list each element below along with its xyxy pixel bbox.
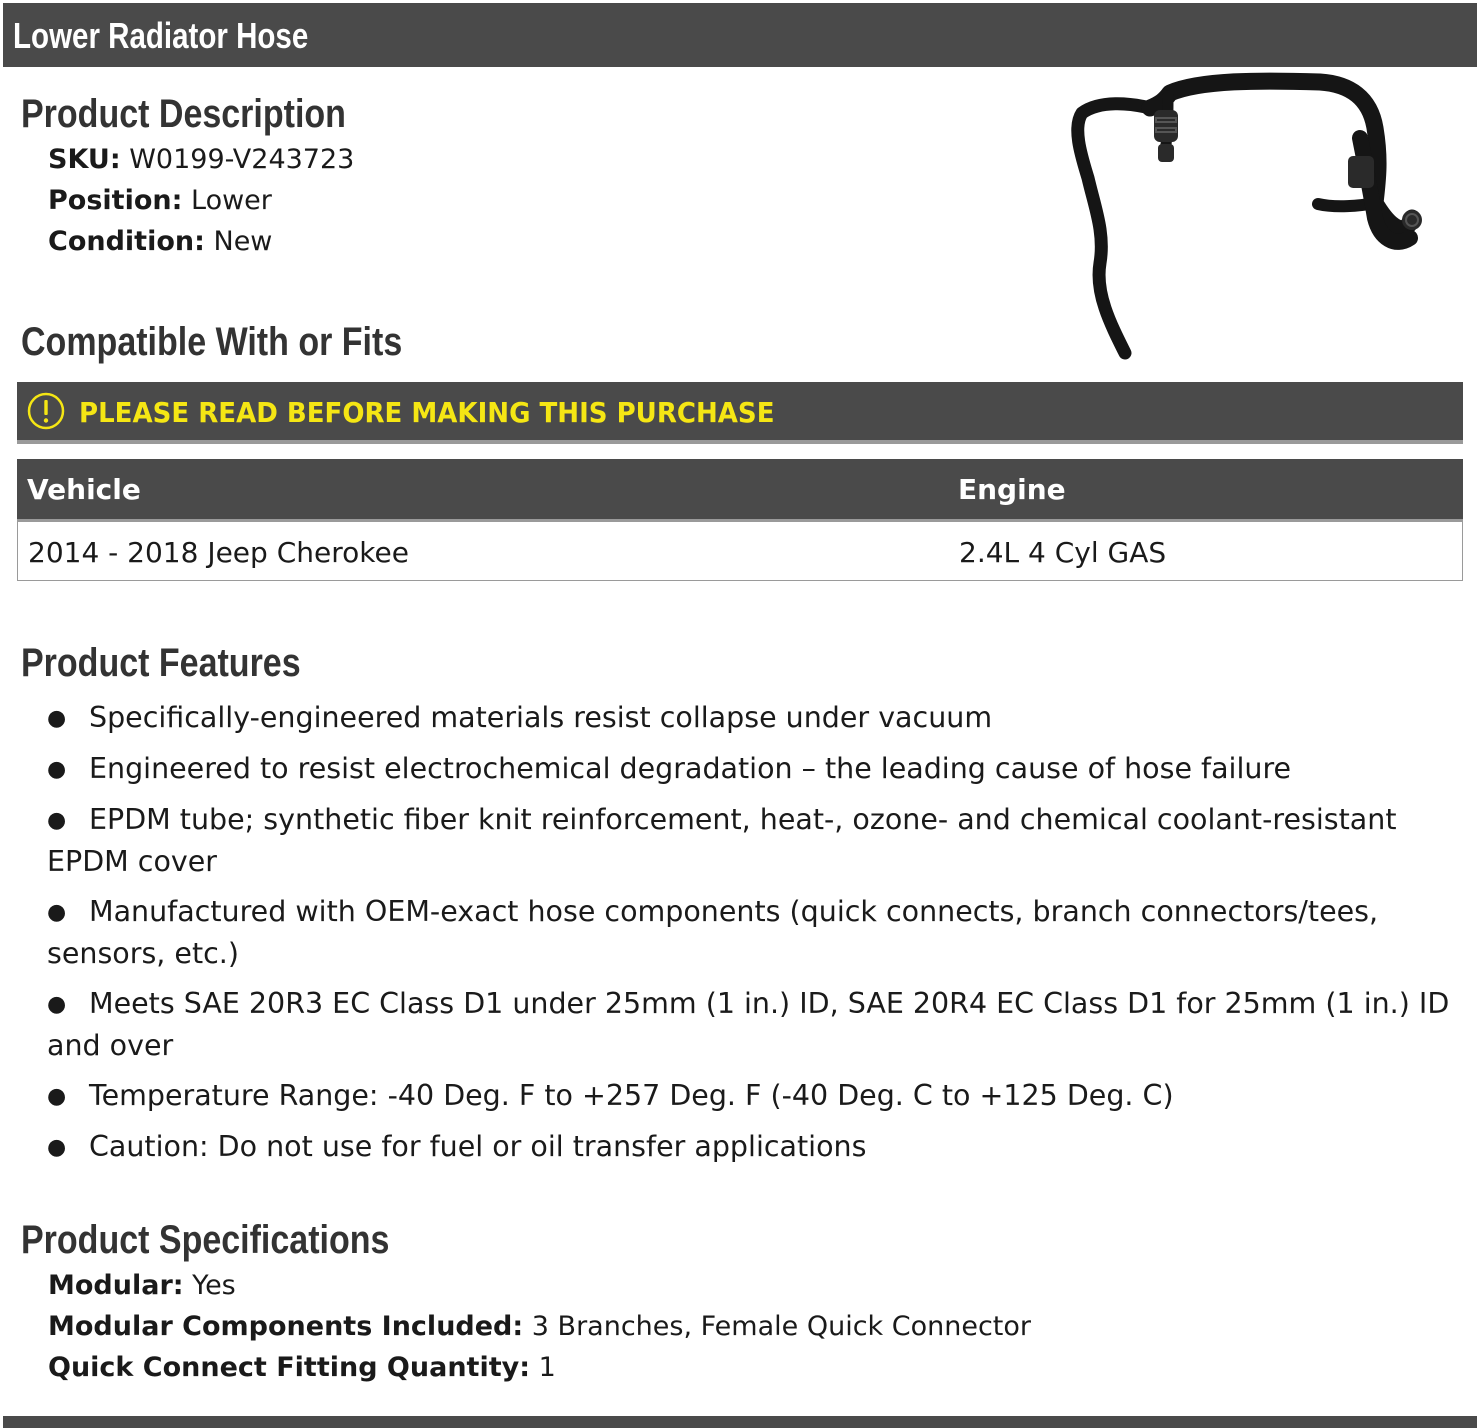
bullet-icon: ●: [47, 900, 67, 925]
warning-text: PLEASE READ BEFORE MAKING THIS PURCHASE: [79, 396, 775, 429]
condition-line: [48, 228, 272, 255]
title-bar: [3, 3, 1477, 67]
features-list: [47, 697, 1475, 1177]
sku-value: W0199-V243723: [129, 144, 355, 175]
condition-label: Condition:: [48, 226, 205, 257]
components-value: 3 Branches, Female Quick Connector: [531, 1311, 1032, 1342]
feature-text: Engineered to resist electrochemical degradation – the leading cause of hose failure: [89, 752, 1292, 785]
bullet-icon: ●: [47, 757, 67, 782]
feature-text: Caution: Do not use for fuel or oil transfer applications: [89, 1130, 867, 1163]
list-item: [47, 1075, 1475, 1117]
modular-line: [48, 1272, 236, 1299]
list-item: [47, 1126, 1475, 1168]
compatibility-heading: Compatible With or Fits: [21, 320, 403, 364]
bottom-divider: [3, 1416, 1477, 1428]
list-item: [47, 799, 1475, 882]
components-line: [48, 1313, 1031, 1340]
feature-text: Specifically-engineered materials resist collapse under vacuum: [89, 701, 993, 734]
column-header-engine: Engine: [958, 473, 1066, 506]
engine-cell: 2.4L 4 Cyl GAS: [959, 536, 1167, 569]
bullet-icon: ●: [47, 992, 67, 1017]
position-value: Lower: [191, 185, 272, 216]
list-item: [47, 983, 1475, 1066]
position-line: [48, 187, 272, 214]
condition-value: New: [213, 226, 273, 257]
quick-connect-value: 1: [538, 1352, 556, 1383]
bullet-icon: ●: [47, 1135, 67, 1160]
position-label: Position:: [48, 185, 183, 216]
feature-text: Manufactured with OEM-exact hose components (quick connects, branch connectors/tees, sensors, etc.): [47, 895, 1379, 970]
quick-connect-line: [48, 1354, 556, 1381]
table-row: [17, 522, 1463, 581]
page-title: Lower Radiator Hose: [13, 15, 309, 56]
modular-value: Yes: [192, 1270, 236, 1301]
sku-line: [48, 146, 354, 173]
list-item: [47, 891, 1475, 974]
quick-connect-label: Quick Connect Fitting Quantity:: [48, 1352, 531, 1383]
column-header-vehicle: Vehicle: [27, 473, 141, 506]
product-description-heading: Product Description: [21, 92, 346, 136]
product-features-heading: Product Features: [21, 641, 301, 685]
bullet-icon: ●: [47, 706, 67, 731]
purchase-warning-banner: [17, 382, 1463, 444]
modular-label: Modular:: [48, 1270, 184, 1301]
bullet-icon: ●: [47, 808, 67, 833]
feature-text: Temperature Range: -40 Deg. F to +257 Deg. F (-40 Deg. C to +125 Deg. C): [89, 1079, 1174, 1112]
feature-text: Meets SAE 20R3 EC Class D1 under 25mm (1 in.) ID, SAE 20R4 EC Class D1 for 25mm (1 in.) ID and over: [47, 987, 1450, 1062]
sku-label: SKU:: [48, 144, 121, 175]
components-label: Modular Components Included:: [48, 1311, 524, 1342]
fitment-table: [17, 459, 1463, 581]
bullet-icon: ●: [47, 1084, 67, 1109]
table-header-row: [17, 459, 1463, 522]
product-specifications-heading: Product Specifications: [21, 1218, 390, 1262]
list-item: [47, 748, 1475, 790]
radiator-hose-image: [1060, 68, 1430, 373]
feature-text: EPDM tube; synthetic fiber knit reinforcement, heat-, ozone- and chemical coolant-resistant EPDM cover: [47, 803, 1397, 878]
list-item: [47, 697, 1475, 739]
exclamation-circle-icon: [27, 392, 65, 430]
vehicle-cell: 2014 - 2018 Jeep Cherokee: [28, 536, 409, 569]
